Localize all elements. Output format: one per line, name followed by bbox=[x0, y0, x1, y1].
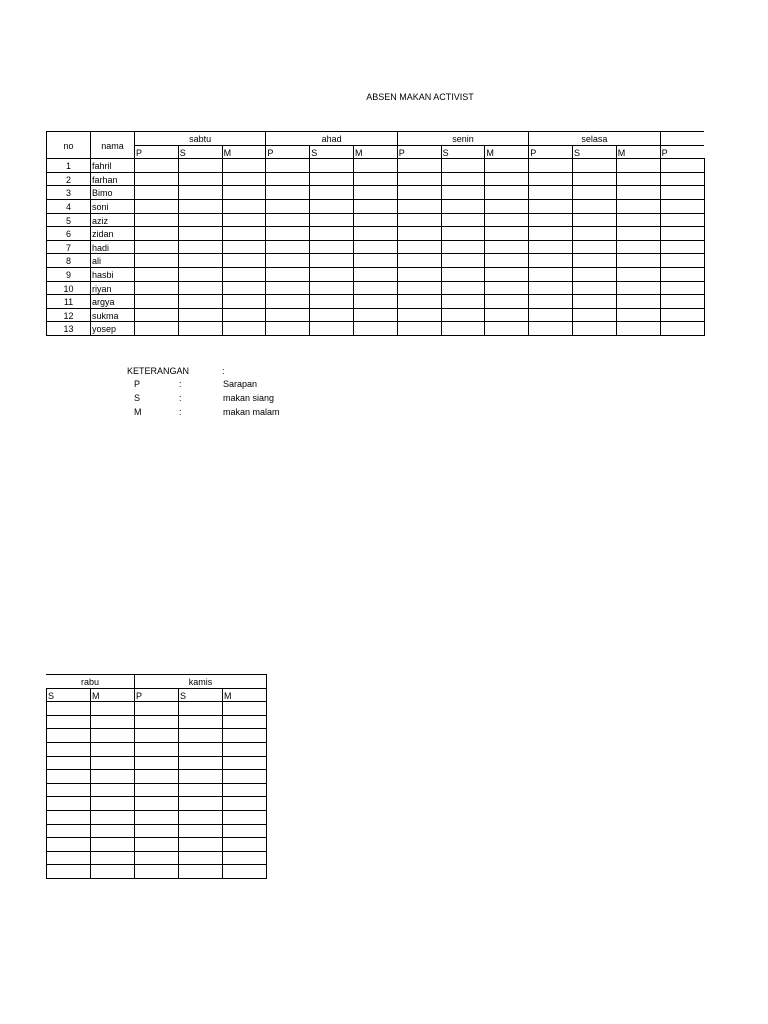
attendance-cell bbox=[222, 851, 267, 866]
attendance-cell bbox=[178, 783, 223, 798]
header-day-2: senin bbox=[397, 131, 529, 146]
attendance-cell bbox=[178, 715, 223, 730]
legend-code-p: P bbox=[134, 379, 141, 389]
attendance-cell bbox=[222, 837, 267, 852]
row-no: 6 bbox=[46, 226, 91, 241]
attendance-cell bbox=[90, 810, 135, 825]
attendance-cell bbox=[90, 701, 135, 716]
attendance-cell bbox=[134, 824, 179, 839]
attendance-cell bbox=[134, 796, 179, 811]
attendance-cell bbox=[222, 756, 267, 771]
header-meal-code: S bbox=[178, 145, 223, 160]
legend-desc-s: makan siang bbox=[223, 393, 275, 403]
attendance-cell bbox=[46, 810, 91, 825]
attendance-cell bbox=[222, 824, 267, 839]
row-nama: fahril bbox=[90, 158, 135, 173]
header-meal-code: P bbox=[397, 145, 442, 160]
attendance-cell bbox=[90, 742, 135, 757]
row-no: 11 bbox=[46, 294, 91, 309]
attendance-cell bbox=[134, 769, 179, 784]
attendance-cell bbox=[46, 701, 91, 716]
header-meal-code: S bbox=[572, 145, 617, 160]
row-nama: zidan bbox=[90, 226, 135, 241]
attendance-cell bbox=[90, 824, 135, 839]
attendance-cell bbox=[46, 783, 91, 798]
row-no: 7 bbox=[46, 240, 91, 255]
attendance-cell bbox=[178, 701, 223, 716]
attendance-cell bbox=[134, 837, 179, 852]
attendance-cell bbox=[90, 769, 135, 784]
attendance-cell bbox=[222, 769, 267, 784]
row-no: 8 bbox=[46, 253, 91, 268]
attendance-cell bbox=[178, 769, 223, 784]
row-nama: sukma bbox=[90, 308, 135, 323]
legend-desc-m: makan malam bbox=[223, 407, 280, 417]
attendance-cell bbox=[46, 769, 91, 784]
row-nama: farhan bbox=[90, 172, 135, 187]
header-no: no bbox=[46, 131, 91, 159]
attendance-cell bbox=[90, 796, 135, 811]
header-meal-code: S bbox=[46, 688, 91, 703]
attendance-cell bbox=[178, 742, 223, 757]
attendance-cell bbox=[178, 851, 223, 866]
row-no: 5 bbox=[46, 213, 91, 228]
row-nama: aziz bbox=[90, 213, 135, 228]
legend-code-s: S bbox=[134, 393, 141, 403]
header-meal-code: M bbox=[484, 145, 529, 160]
header-meal-code: M bbox=[353, 145, 398, 160]
attendance-cell bbox=[46, 837, 91, 852]
attendance-cell bbox=[134, 783, 179, 798]
row-nama: argya bbox=[90, 294, 135, 309]
attendance-cell bbox=[90, 756, 135, 771]
attendance-cell bbox=[222, 728, 267, 743]
attendance-cell bbox=[134, 864, 179, 879]
row-nama: hadi bbox=[90, 240, 135, 255]
legend-desc-p: Sarapan bbox=[223, 379, 258, 389]
header-day-rabu: rabu bbox=[46, 674, 135, 689]
header-day-0: sabtu bbox=[134, 131, 266, 146]
attendance-cell bbox=[222, 864, 267, 879]
header-meal-code: S bbox=[441, 145, 486, 160]
legend-code-m: M bbox=[134, 407, 142, 417]
row-no: 3 bbox=[46, 185, 91, 200]
row-no: 13 bbox=[46, 321, 91, 336]
header-meal-code: P bbox=[134, 145, 179, 160]
attendance-cell bbox=[178, 837, 223, 852]
header-meal-code: P bbox=[134, 688, 179, 703]
attendance-cell bbox=[178, 864, 223, 879]
attendance-cell bbox=[134, 728, 179, 743]
header-meal-code: M bbox=[616, 145, 661, 160]
header-meal-code: M bbox=[222, 145, 267, 160]
document-title: ABSEN MAKAN ACTIVIST bbox=[366, 92, 474, 102]
row-nama: ali bbox=[90, 253, 135, 268]
row-nama: Bimo bbox=[90, 185, 135, 200]
attendance-cell bbox=[222, 796, 267, 811]
header-nama: nama bbox=[90, 131, 135, 159]
legend-colon-p: : bbox=[179, 379, 182, 389]
header-day-1: ahad bbox=[265, 131, 397, 146]
attendance-cell bbox=[134, 810, 179, 825]
attendance-cell bbox=[46, 728, 91, 743]
attendance-cell bbox=[90, 783, 135, 798]
attendance-cell bbox=[134, 756, 179, 771]
attendance-cell bbox=[222, 715, 267, 730]
header-meal-code: S bbox=[309, 145, 354, 160]
row-no: 12 bbox=[46, 308, 91, 323]
attendance-cell bbox=[46, 715, 91, 730]
attendance-cell bbox=[178, 796, 223, 811]
attendance-cell bbox=[90, 837, 135, 852]
attendance-cell bbox=[46, 824, 91, 839]
header-day-kamis: kamis bbox=[134, 674, 267, 689]
attendance-cell bbox=[46, 742, 91, 757]
attendance-cell bbox=[222, 742, 267, 757]
header-meal-code: P bbox=[660, 145, 704, 160]
attendance-cell bbox=[178, 756, 223, 771]
attendance-cell bbox=[134, 851, 179, 866]
attendance-cell bbox=[222, 783, 267, 798]
row-no: 10 bbox=[46, 281, 91, 296]
row-nama: hasbi bbox=[90, 267, 135, 282]
attendance-cell bbox=[134, 715, 179, 730]
attendance-cell bbox=[178, 824, 223, 839]
row-no: 1 bbox=[46, 158, 91, 173]
attendance-cell bbox=[178, 728, 223, 743]
attendance-cell bbox=[134, 742, 179, 757]
attendance-cell bbox=[90, 715, 135, 730]
attendance-cell bbox=[46, 864, 91, 879]
header-meal-code: P bbox=[265, 145, 310, 160]
attendance-cell bbox=[90, 864, 135, 879]
legend-label: KETERANGAN bbox=[127, 366, 190, 376]
row-nama: riyan bbox=[90, 281, 135, 296]
attendance-cell bbox=[222, 701, 267, 716]
attendance-cell bbox=[134, 701, 179, 716]
header-meal-code: M bbox=[90, 688, 135, 703]
row-nama: yosep bbox=[90, 321, 135, 336]
header-meal-code: P bbox=[528, 145, 573, 160]
header-day-3: selasa bbox=[528, 131, 660, 146]
row-no: 9 bbox=[46, 267, 91, 282]
header-meal-code: M bbox=[222, 688, 267, 703]
header-meal-code: S bbox=[178, 688, 223, 703]
legend-colon-m: : bbox=[179, 407, 182, 417]
attendance-cell bbox=[222, 810, 267, 825]
row-nama: soni bbox=[90, 199, 135, 214]
attendance-cell bbox=[90, 728, 135, 743]
attendance-cell bbox=[46, 851, 91, 866]
attendance-cell bbox=[46, 796, 91, 811]
attendance-cell bbox=[90, 851, 135, 866]
row-no: 2 bbox=[46, 172, 91, 187]
legend-label-colon: : bbox=[222, 366, 225, 376]
legend-colon-s: : bbox=[179, 393, 182, 403]
row-no: 4 bbox=[46, 199, 91, 214]
attendance-cell bbox=[178, 810, 223, 825]
attendance-cell bbox=[46, 756, 91, 771]
